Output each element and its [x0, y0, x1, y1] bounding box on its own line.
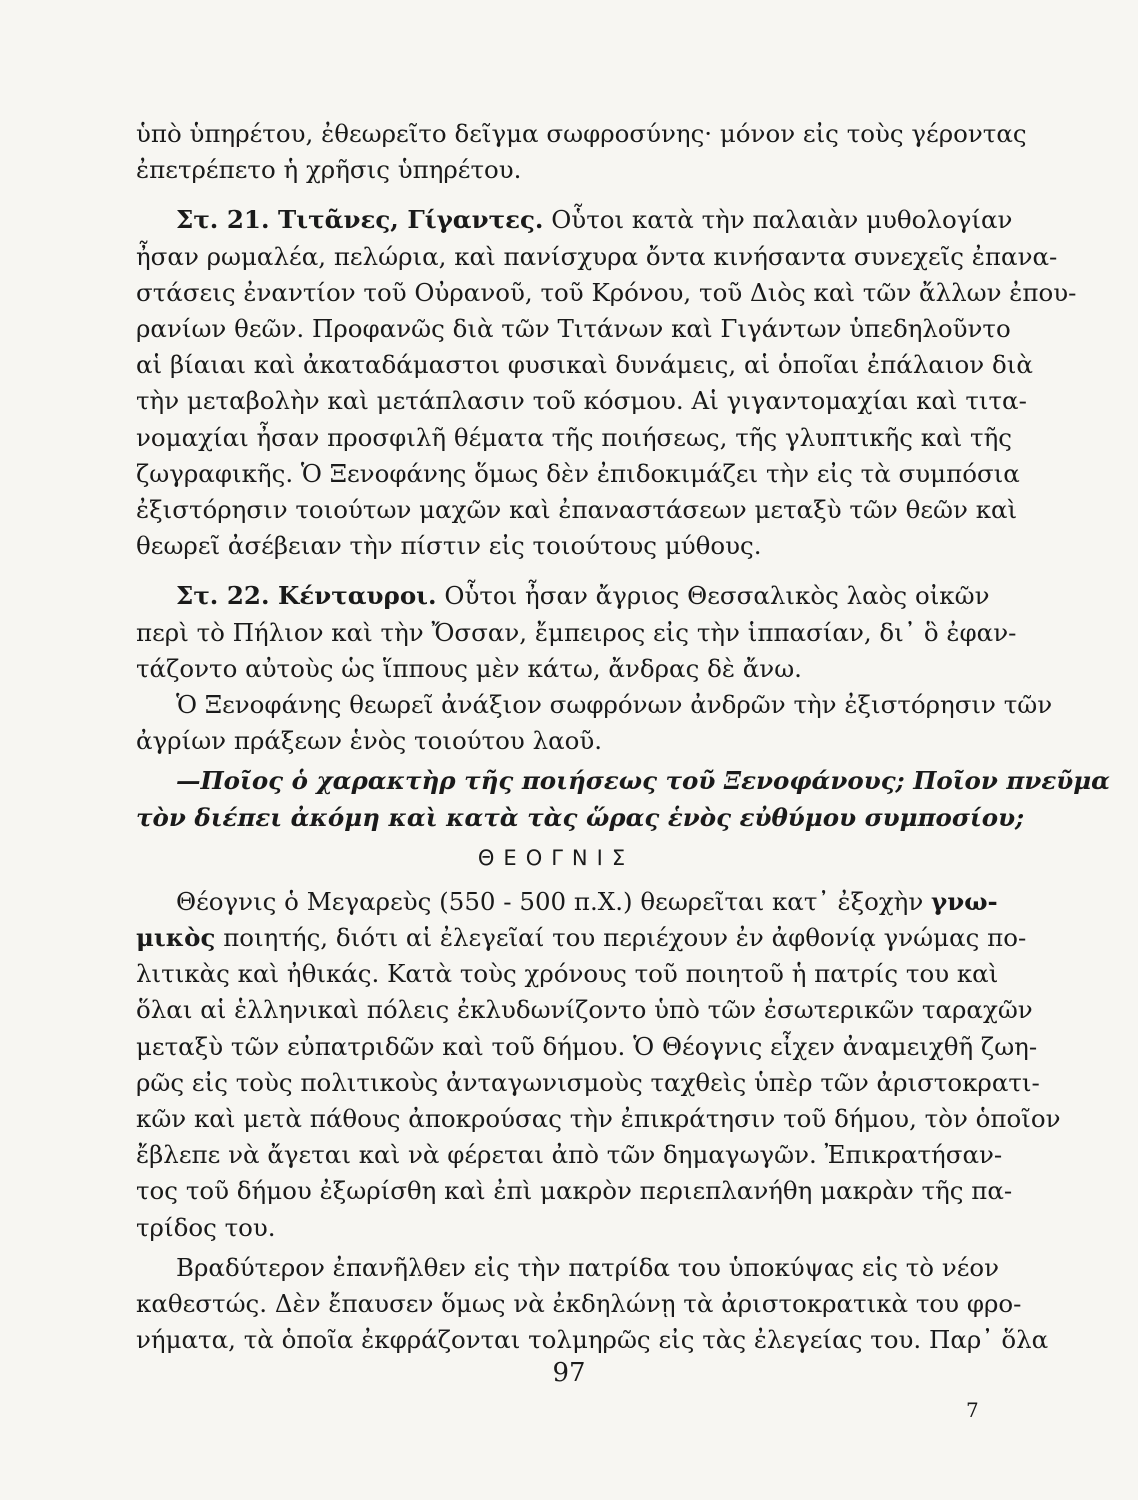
- section-21-first-line: Στ. 21. Τιτᾶνες, Γίγαντες. Οὗτοι κατὰ τὴν παλαιὰν μυθολογίαν: [176, 205, 1013, 235]
- text-line: περὶ τὸ Πήλιον καὶ τὴν Ὄσσαν, ἔμπειρος εἰς τὴν ἱππασίαν, δι᾽ ὃ ἐφαν-: [136, 617, 1017, 647]
- text-line: ἀγρίων πράξεων ἑνὸς τοιούτου λαοῦ.: [136, 726, 603, 756]
- text-line: νήματα, τὰ ὁποῖα ἐκφράζονται τολμηρῶς εἰς τὰς ἐλεγείας του. Παρ᾽ ὅλα: [136, 1325, 1049, 1355]
- text-line: ρανίων θεῶν. Προφανῶς διὰ τῶν Τιτάνων καὶ Γιγάντων ὑπεδηλοῦντο: [136, 314, 1011, 344]
- theognis-first-line: Θέογνις ὁ Μεγαρεὺς (550 - 500 π.Χ.) θεωρεῖται κατ᾽ ἐξοχὴν γνω-: [176, 886, 998, 916]
- text-line: ὅλαι αἱ ἑλληνικαὶ πόλεις ἐκλυδωνίζοντο ὑπὸ τῶν ἐσωτερικῶν ταραχῶν: [136, 995, 1033, 1025]
- text-line: στάσεις ἐναντίον τοῦ Οὐρανοῦ, τοῦ Κρόνου, τοῦ Διὸς καὶ τῶν ἄλλων ἐπου-: [136, 277, 1077, 307]
- text-line: νομαχίαι ἦσαν προσφιλῆ θέματα τῆς ποιήσεως, τῆς γλυπτικῆς καὶ τῆς: [136, 422, 1013, 452]
- section-22-heading: Στ. 22. Κένταυροι.: [176, 581, 437, 611]
- section-22-first-line: Στ. 22. Κένταυροι. Οὗτοι ἦσαν ἄγριος Θεσσαλικὸς λαὸς οἰκῶν: [176, 581, 990, 611]
- text-line: αἱ βίαιαι καὶ ἀκαταδάμαστοι φυσικαὶ δυνάμεις, αἱ ὁποῖαι ἐπάλαιον διὰ: [136, 350, 1033, 380]
- text-line: τος τοῦ δήμου ἐξωρίσθη καὶ ἐπὶ μακρὸν περιεπλανήθη μακρὰν τῆς πα-: [136, 1176, 1013, 1206]
- text-line: καθεστώς. Δὲν ἔπαυσεν ὅμως νὰ ἐκδηλώνῃ τὰ ἀριστοκρατικὰ του φρο-: [136, 1289, 1022, 1319]
- page-number: 97: [552, 1358, 586, 1388]
- question-line: τὸν διέπει ἀκόμη καὶ κατὰ τὰς ὥρας ἑνὸς εὐθύμου συμποσίου;: [136, 802, 1025, 832]
- text-line: τρίδος του.: [136, 1212, 276, 1242]
- text-line: ὑπὸ ὑπηρέτου, ἐθεωρεῖτο δεῖγμα σωφροσύνης· μόνον εἰς τοὺς γέροντας: [136, 119, 1027, 148]
- text-line: μεταξὺ τῶν εὐπατριδῶν καὶ τοῦ δήμου. Ὁ Θέογνις εἶχεν ἀναμειχθῆ ζωη-: [136, 1031, 1038, 1061]
- text-line: τὴν μεταβολὴν καὶ μετάπλασιν τοῦ κόσμου. Αἱ γιγαντομαχίαι καὶ τιτα-: [136, 386, 1027, 416]
- text-line: Ὁ Ξενοφάνης θεωρεῖ ἀνάξιον σωφρόνων ἀνδρῶν τὴν ἐξιστόρησιν τῶν: [176, 690, 1053, 720]
- text-line: Βραδύτερον ἐπανῆλθεν εἰς τὴν πατρίδα του ὑποκύψας εἰς τὸ νέον: [176, 1252, 1000, 1282]
- section-21-heading: Στ. 21. Τιτᾶνες, Γίγαντες.: [176, 205, 544, 235]
- text-line: θεωρεῖ ἀσέβειαν τὴν πίστιν εἰς τοιούτους μύθους.: [136, 531, 762, 561]
- text-line: ζωγραφικῆς. Ὁ Ξενοφάνης ὅμως δὲν ἐπιδοκιμάζει τὴν εἰς τὰ συμπόσια: [136, 458, 1020, 488]
- text-line: ἔβλεπε νὰ ἄγεται καὶ νὰ φέρεται ἀπὸ τῶν δημαγωγῶν. Ἐπικρατήσαν-: [136, 1140, 1003, 1170]
- question-line: —Ποῖος ὁ χαρακτὴρ τῆς ποιήσεως τοῦ Ξενοφάνους; Ποῖον πνεῦμα: [176, 766, 1111, 796]
- text-line: ἐπετρέπετο ἡ χρῆσις ὑπηρέτου.: [136, 155, 522, 185]
- theognis-second-line: μικὸς ποιητής, διότι αἱ ἐλεγεῖαί του περιέχουν ἐν ἀφθονίᾳ γνώμας πο-: [136, 923, 1027, 953]
- text-line: ἦσαν ρωμαλέα, πελώρια, καὶ πανίσχυρα ὄντα κινήσαντα συνεχεῖς ἐπανα-: [136, 241, 1058, 271]
- page-body: [136, 116, 1111, 1359]
- text-line: κῶν καὶ μετὰ πάθους ἀποκρούσας τὴν ἐπικράτησιν τοῦ δήμου, τὸν ὁποῖον: [136, 1104, 1061, 1134]
- corner-number: 7: [966, 1398, 979, 1422]
- text-line: λιτικὰς καὶ ἠθικάς. Κατὰ τοὺς χρόνους τοῦ ποιητοῦ ἡ πατρίς του καὶ: [136, 959, 999, 989]
- section-title-theognis: ΘΕΟΓΝΙΣ: [477, 845, 635, 870]
- text-line: ρῶς εἰς τοὺς πολιτικοὺς ἀνταγωνισμοὺς ταχθεὶς ὑπὲρ τῶν ἀριστοκρατι-: [136, 1067, 1040, 1097]
- text-line: ἐξιστόρησιν τοιούτων μαχῶν καὶ ἐπαναστάσεων μεταξὺ τῶν θεῶν καὶ: [136, 495, 1018, 525]
- text-line: τάζοντο αὐτοὺς ὡς ἵππους μὲν κάτω, ἄνδρας δὲ ἄνω.: [136, 653, 802, 683]
